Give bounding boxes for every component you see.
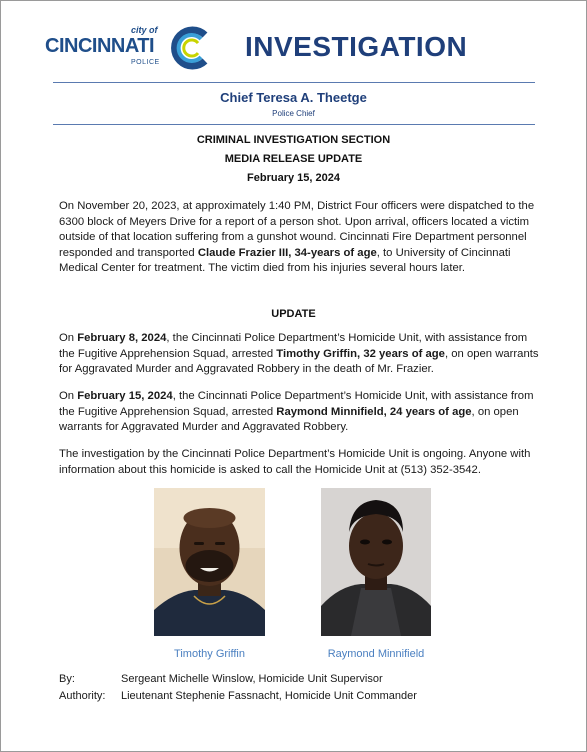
- incident-paragraph: [59, 199, 543, 277]
- arrest-paragraph-2: [59, 389, 543, 436]
- logo-city-of: city of: [131, 25, 158, 35]
- by-value: Sergeant Michelle Winslow, Homicide Unit Supervisor: [121, 673, 383, 685]
- suspect-photo-griffin: [154, 488, 265, 636]
- photo-caption-minnifield: Raymond Minnifield: [327, 648, 425, 660]
- arrest-charges-1: , on open warrants for Aggravated Murder and Aggravated Robbery in the death of Mr. Frazier.: [59, 347, 539, 375]
- chief-title: Police Chief: [272, 109, 315, 118]
- arrestee-1: Timothy Griffin, 32 years of age: [276, 347, 445, 360]
- portrait-2-image: [321, 488, 431, 636]
- arrest-paragraph-1: [59, 331, 543, 378]
- victim-name: Claude Frazier III, 34-years of age: [197, 246, 377, 259]
- release-date: February 15, 2024: [247, 172, 340, 184]
- chief-name: Chief Teresa A. Theetge: [220, 90, 367, 105]
- incident-text-start: On November 20, 2023, at approximately 1:40 PM, District Four officers were dispatched to the 6300 block of Meyers Drive for a report of a person shot. Upon arrival, officers located a victim outside of that location suffering from a gunshot wound. Cincinnati Fire Department personnel responded and transported: [59, 200, 535, 259]
- document-header: [1, 1, 586, 81]
- document-title: INVESTIGATION: [245, 31, 468, 62]
- authority-label: Authority:: [59, 690, 106, 702]
- chief-divider: [53, 124, 535, 125]
- update-heading: UPDATE: [271, 308, 316, 320]
- cincinnati-police-logo: [45, 25, 215, 73]
- on-word: On: [59, 390, 78, 402]
- arrest-text-2: , the Cincinnati Police Department’s Homicide Unit, with assistance from the Fugitive Apprehension Squad, arrested: [59, 390, 534, 418]
- by-label: By:: [59, 673, 75, 685]
- photo-caption-griffin: Timothy Griffin: [174, 648, 245, 660]
- arrest-date-1: February 8, 2024: [77, 332, 167, 344]
- arrest-text-1: , the Cincinnati Police Department’s Homicide Unit, with assistance from the Fugitive Apprehension Squad, arrested: [59, 332, 528, 360]
- release-heading: MEDIA RELEASE UPDATE: [224, 153, 363, 165]
- header-divider: [53, 82, 535, 83]
- authority-line: [59, 690, 417, 702]
- logo-city-name: CINCINNATI: [45, 35, 155, 57]
- logo-police: POLICE: [131, 59, 160, 66]
- ongoing-investigation-paragraph: The investigation by the Cincinnati Police Department’s Homicide Unit is ongoing. Anyone with information about this homicide is asked to call the Homicide Unit at (513) 352-3542.: [59, 448, 531, 476]
- authority-value: Lieutenant Stephenie Fassnacht, Homicide Unit Commander: [121, 690, 417, 702]
- section-heading: CRIMINAL INVESTIGATION SECTION: [196, 134, 391, 146]
- arrestee-2: Raymond Minnifield, 24 years of age: [276, 405, 472, 418]
- suspect-photo-minnifield: [321, 488, 431, 636]
- arrest-charges-2: , on open warrants for Aggravated Murder and Aggravated Robbery.: [59, 405, 519, 433]
- portrait-1-image: [154, 488, 265, 636]
- arrest-date-2: February 15, 2024: [77, 390, 173, 402]
- incident-text-end: , to University of Cincinnati Medical Center for treatment. The victim died from his injuries several hours later.: [59, 246, 511, 274]
- by-line: [59, 673, 383, 685]
- cincinnati-c-logo-icon: [167, 25, 213, 71]
- on-word: On: [59, 332, 78, 344]
